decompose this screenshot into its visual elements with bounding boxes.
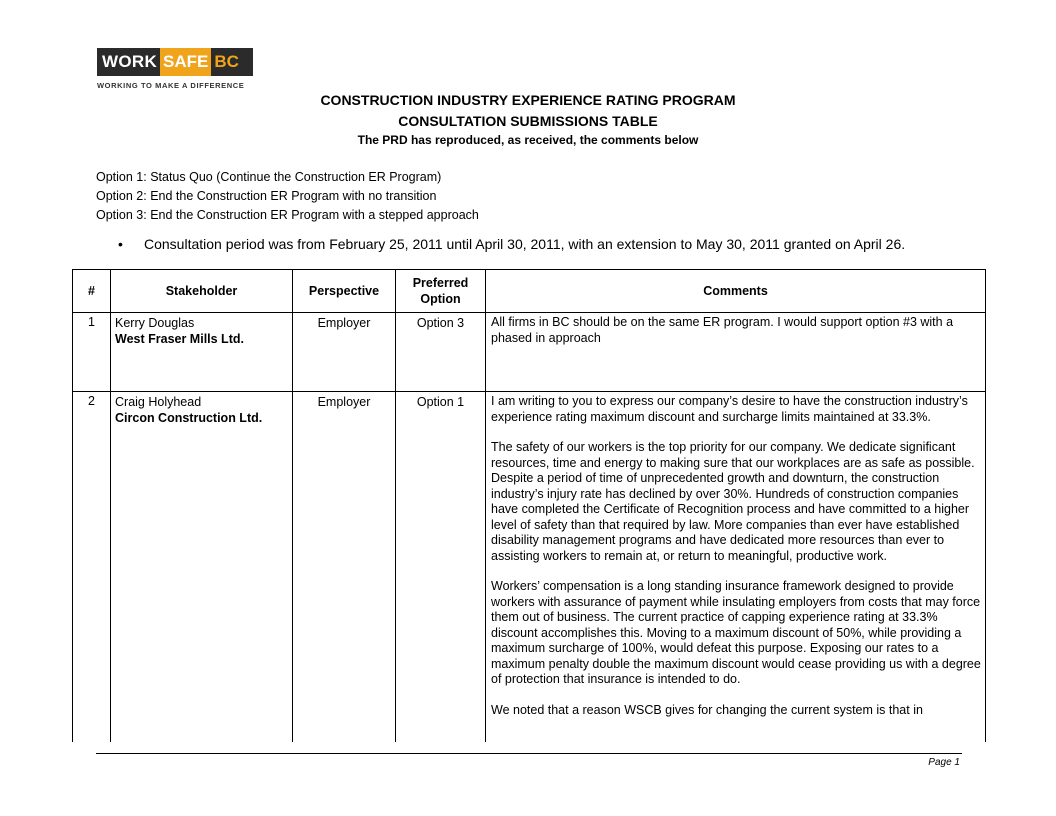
comment-paragraph: The safety of our workers is the top priority for our company. We dedicate significant resources, time and energy to making sure that our workplaces are as safe as possible. Despite a period of time of unprecedented growth and downturn, the construction industry’s injury rate has declined by over 30%. Hundreds of construction companies have completed the Certificate of Recognition process and have committed to a higher level of safety than that required by law. More companies than ever have established disability management programs and have dedicated more resources than ever to assisting workers to remain at, or return to meaningful, productive work. (491, 440, 975, 563)
stakeholder-name: Craig Holyhead (115, 395, 202, 409)
header-comments: Comments (486, 270, 986, 313)
comment-paragraph: I am writing to you to express our company’s desire to have the construction industry’s experience rating maximum discount and surcharge limits maintained at 33.3%. (491, 394, 968, 424)
logo-safe: SAFE (160, 48, 211, 76)
logo-work: WORK (102, 52, 158, 71)
table-header-row (73, 270, 986, 313)
consultation-period-text: Consultation period was from February 25, 2011 until April 30, 2011, with an extension to May 30, 2011 granted on April 26. (144, 236, 906, 252)
stakeholder-cell (111, 392, 293, 745)
submissions-table (72, 269, 986, 745)
stakeholder-company: Circon Construction Ltd. (115, 411, 263, 425)
perspective-cell: Employer (293, 392, 396, 745)
logo-wordmark (97, 48, 253, 76)
comments-cell (486, 392, 986, 745)
consultation-period-bullet (118, 236, 905, 252)
comments-cell (486, 313, 986, 392)
bullet-icon: • (118, 236, 123, 252)
stakeholder-name: Kerry Douglas (115, 316, 195, 330)
header-stakeholder: Stakeholder (111, 270, 293, 313)
document-note: The PRD has reproduced, as received, the comments below (357, 133, 699, 147)
options-list (96, 168, 479, 225)
comment-paragraph: Workers’ compensation is a long standing insurance framework designed to provide workers with assurance of payment while insulating employers from costs that may force them out of business. The current practice of capping experience rating at 33.3% discount accomplishes this. Moving to a maximum discount of 50%, while providing a maximum surcharge of 100%, would defeat this purpose. Exposing our rates to a maximum penalty double the maximum discount would cease providing us with a degree of protection that insurance is intended to do. (491, 579, 981, 686)
row-number: 1 (73, 313, 111, 392)
comment-paragraph: We noted that a reason WSCB gives for changing the current system is that in (491, 702, 923, 717)
comment-paragraph: All firms in BC should be on the same ER program. I would support option #3 with a phased in approach (491, 315, 954, 345)
page-number: Page 1 (928, 757, 960, 768)
document-subtitle: CONSULTATION SUBMISSIONS TABLE (398, 113, 658, 129)
table-row (73, 392, 986, 745)
perspective-cell: Employer (293, 313, 396, 392)
option-3-text: Option 3: End the Construction ER Program with a stepped approach (96, 208, 479, 222)
option-2-text: Option 2: End the Construction ER Program with no transition (96, 189, 437, 203)
table-row (73, 313, 986, 392)
preferred-option-cell: Option 1 (396, 392, 486, 745)
logo-tagline: WORKING TO MAKE A DIFFERENCE (97, 81, 245, 90)
page-bottom-margin (71, 742, 987, 782)
stakeholder-company: West Fraser Mills Ltd. (115, 332, 244, 346)
header-perspective: Perspective (293, 270, 396, 313)
option-1-text: Option 1: Status Quo (Continue the Construction ER Program) (96, 170, 442, 184)
logo-bc: BC (214, 52, 239, 71)
worksafebc-logo (97, 48, 253, 90)
document-title: CONSTRUCTION INDUSTRY EXPERIENCE RATING PROGRAM (320, 92, 736, 108)
header-preferred-option: Preferred Option (396, 270, 486, 313)
row-number: 2 (73, 392, 111, 745)
preferred-option-cell: Option 3 (396, 313, 486, 392)
header-number: # (73, 270, 111, 313)
stakeholder-cell (111, 313, 293, 392)
footer-divider (96, 753, 962, 754)
